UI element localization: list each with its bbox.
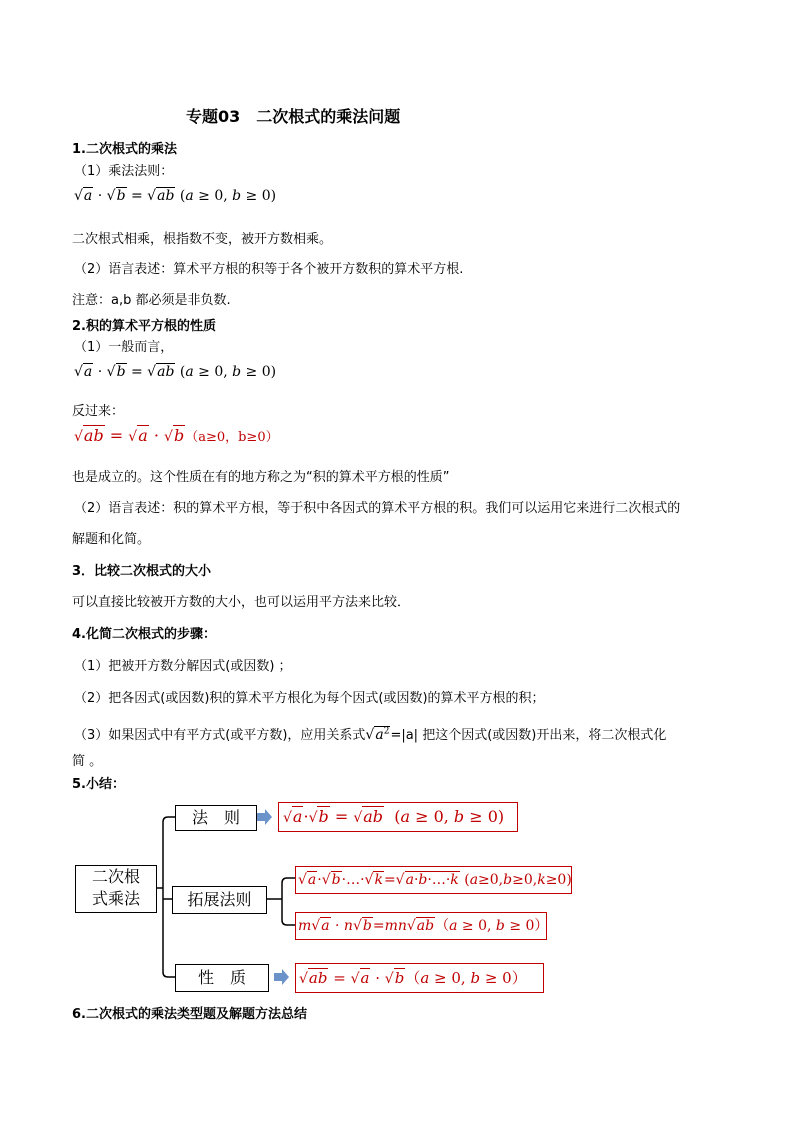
reverse-label: 反过来：: [72, 404, 125, 419]
step-3-a: （3）如果因式中有平方式(或平方数)，应用关系式: [74, 728, 366, 743]
summary-root-box: [75, 865, 157, 913]
sqrt-a-squared: $√a^2$: [365, 726, 390, 743]
step-3-b: =|a| 把这个因式(或因数)开出来，将二次根式化: [390, 728, 667, 743]
property-also: 也是成立的。这个性质在有的地方称之为“积的算术平方根的性质”: [72, 470, 450, 485]
property-language-2: 解题和化简。: [72, 532, 151, 547]
reverse-condition: （a≥0，b≥0）: [185, 430, 279, 445]
page-title: 专题03 二次根式的乘法问题: [186, 107, 401, 126]
section-2-heading: 2.积的算术平方根的性质: [72, 319, 216, 334]
node-rule: 法 则: [175, 805, 257, 831]
general-formula: √a · √b = √ab (a ≥ 0, b ≥ 0): [74, 364, 277, 380]
rule-note: 注意：a,b 都必须是非负数.: [72, 293, 231, 308]
node-extend: 拓展法则: [172, 886, 267, 914]
section-1-heading: 1.二次根式的乘法: [72, 142, 177, 157]
section-5-heading: 5.小结：: [72, 777, 125, 792]
section-3-heading: 3．比较二次根式的大小: [72, 564, 212, 579]
rule-explanation: 二次根式相乘，根指数不变，被开方数相乘。: [72, 232, 333, 247]
formula-property-box: √ab = √a · √b（a ≥ 0, b ≥ 0）: [295, 963, 544, 993]
node-property: 性 质: [175, 964, 269, 992]
arrow-rule-icon: [257, 809, 272, 825]
step-2: （2）把各因式(或因数)积的算术平方根化为每个因式(或因数)的算术平方根的积；: [74, 691, 545, 706]
formula-extend-1-box: √a·√b·…·√k=√a·b·…·k (a≥0,b≥0,k≥0): [295, 866, 572, 894]
compare-text: 可以直接比较被开方数的大小，也可以运用平方法来比较．: [72, 595, 411, 610]
formula-extend-2-box: m√a · n√b=mn√ab（a ≥ 0, b ≥ 0）: [295, 912, 547, 940]
step-1: （1）把被开方数分解因式(或因数) ；: [74, 659, 292, 674]
step-3-c: 简 。: [72, 754, 103, 769]
general-label: （1）一般而言，: [74, 340, 174, 355]
property-language-1: （2）语言表述：积的算术平方根，等于积中各因式的算术平方根的积。我们可以运用它来进行二次根式的: [74, 501, 681, 516]
rule-language: （2）语言表述：算术平方根的积等于各个被开方数积的算术平方根.: [74, 262, 464, 277]
formula-rule-box: √a·√b = √ab (a ≥ 0, b ≥ 0): [278, 802, 518, 832]
summary-root-line-1: 二次根: [91, 867, 140, 886]
rule-label: （1）乘法法则：: [74, 164, 174, 179]
reverse-formula: √ab = √a · √b（a≥0，b≥0）: [74, 426, 279, 445]
summary-root-line-2: 式乘法: [91, 889, 140, 908]
arrow-property-icon: [274, 969, 289, 985]
section-6-heading: 6.二次根式的乘法类型题及解题方法总结: [72, 1007, 307, 1022]
section-4-heading: 4.化简二次根式的步骤：: [72, 627, 216, 642]
rule-formula: √a · √b = √ab (a ≥ 0, b ≥ 0): [74, 188, 277, 204]
